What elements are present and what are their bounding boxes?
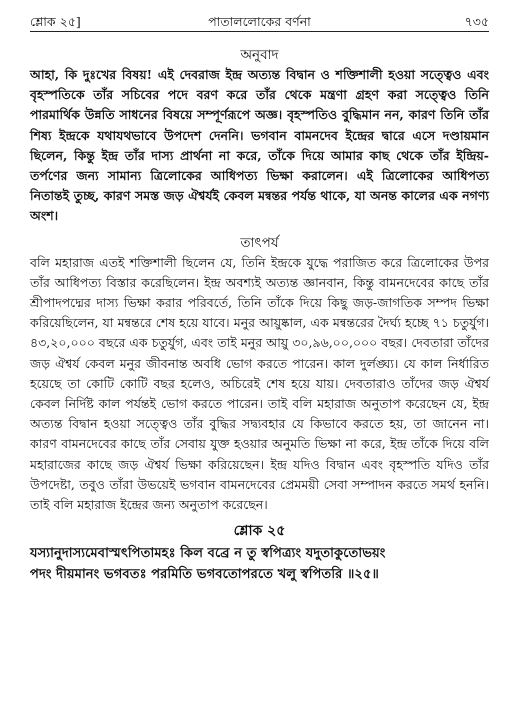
- verse-line-2: পদং দীয়মানং ভগবতঃ পরমিতি ভগবতোপরতে খলু স্বপিতরি ॥২৫॥: [30, 567, 379, 583]
- translation-heading: অনুবাদ: [240, 47, 279, 63]
- page-number: ৭৩৫: [464, 14, 489, 29]
- purport-text: বলি মহারাজ এতই শক্তিশালী ছিলেন যে, তিনি ইন্দ্রকে যুদ্ধে পরাজিত করে ত্রিলোকের উপর তাঁর আধিপত্য বিস্তার করেছিলেন। ইন্দ্র অবশ্যই অত্যন্ত জ্ঞানবান, কিন্তু বামনদেবের কাছে তাঁর শ্রীপাদপদ্মের দাস্য ভিক্ষা করার পরিবর্তে, তিনি তাঁকে দিয়ে কিছু জড়-জাগতিক সম্পদ ভিক্ষা করিয়েছিলেন, যা মন্বন্তরে শেষ হয়ে যাবে। মনুর আয়ুষ্কাল, এক মন্বন্তরের দৈর্ঘ্য হচ্ছে ৭১ চতুর্যুগ। ৪৩,২০,০০০ বছরে এক চতুর্যুগ, এবং তাই মনুর আয়ু ৩০,৯৬,০০,০০০ বছর। দেবতারা তাঁদের জড় ঐশ্বর্য কেবল মনুর জীবনান্ত অবধি ভোগ করতে পারেন। কাল দুর্লঙ্ঘ্য। যে কাল নির্ধারিত হয়েছে তা কোটি কোটি বছর হলেও, অচিরেই শেষ হয়ে যায়। দেবতারাও তাঁদের জড় ঐশ্বর্য কেবল নির্দিষ্ট কাল পর্যন্তই ভোগ করতে পারেন। তাই বলি মহারাজ অনুতাপ করেছেন যে, ইন্দ্র অত্যন্ত বিদ্বান হওয়া সত্ত্বেও তাঁর বুদ্ধির সদ্ব্যবহার যে কিভাবে করতে হয়, তা জানেন না। কারণ বামনদেবের কাছে তাঁর সেবায় যুক্ত হওয়ার অনুমতি ভিক্ষা না করে, ইন্দ্র তাঁকে দিয়ে বলি মহারাজের কাছে জড় ঐশ্বর্য ভিক্ষা করিয়েছেন। ইন্দ্র যদিও বিদ্বান এবং বৃহস্পতি যদিও তাঁর উপদেষ্টা, তবুও তাঁরা উভয়েই ভগবান বামনদেবের প্রেমময়ী সেবা সম্পাদন করতে সমর্থ হননি। তাই বলি মহারাজ ইন্দ্রের জন্য অনুতাপ করেছেন।: [30, 254, 489, 513]
- verse-reference: শ্লোক ২৫]: [30, 14, 81, 29]
- header-rule: [30, 31, 489, 32]
- verse-heading: শ্লোক ২৫: [233, 523, 286, 540]
- page-header: [30, 10, 489, 32]
- purport-heading: তাৎপর্য: [240, 234, 279, 251]
- verse-line-1: যস্যানুদাস্যমেবাস্মৎপিতামহঃ কিল বব্রে ন তু স্বপিত্র্যং যদুতাকুতোভয়ং: [30, 546, 386, 562]
- translation-text: আহা, কি দুঃখের বিষয়! এই দেবরাজ ইন্দ্র অত্যন্ত বিদ্বান ও শক্তিশালী হওয়া সত্ত্বেও এবং বৃহস্পতিকে তাঁর সচিবের পদে বরণ করে তাঁর থেকে মন্ত্রণা গ্রহণ করা সত্ত্বেও তিনি পারমার্থিক উন্নতি সাধনের বিষয়ে সম্পূর্ণরূপে অজ্ঞ। বৃহস্পতিও বুদ্ধিমান নন, কারণ তিনি তাঁর শিষ্য ইন্দ্রকে যথাযথভাবে উপদেশ দেননি। ভগবান বামনদেব ইন্দ্রের দ্বারে এসে দণ্ডায়মান ছিলেন, কিন্তু ইন্দ্র তাঁর দাস্য প্রার্থনা না করে, তাঁকে দিয়ে আমার কাছ থেকে তাঁর ইন্দ্রিয়-তর্পণের জন্য সামান্য ত্রিলোকের আধিপত্য ভিক্ষা করালেন। এই ত্রিলোকের আধিপত্য নিতান্তই তুচ্ছ, কারণ সমস্ত জড় ঐশ্বর্যই কেবল মন্বন্তর পর্যন্ত থাকে, যা অনন্ত কালের এক নগণ্য অংশ।: [30, 67, 489, 224]
- chapter-title: পাতাললোকের বর্ণনা: [208, 14, 311, 29]
- sanskrit-verse: [30, 543, 489, 585]
